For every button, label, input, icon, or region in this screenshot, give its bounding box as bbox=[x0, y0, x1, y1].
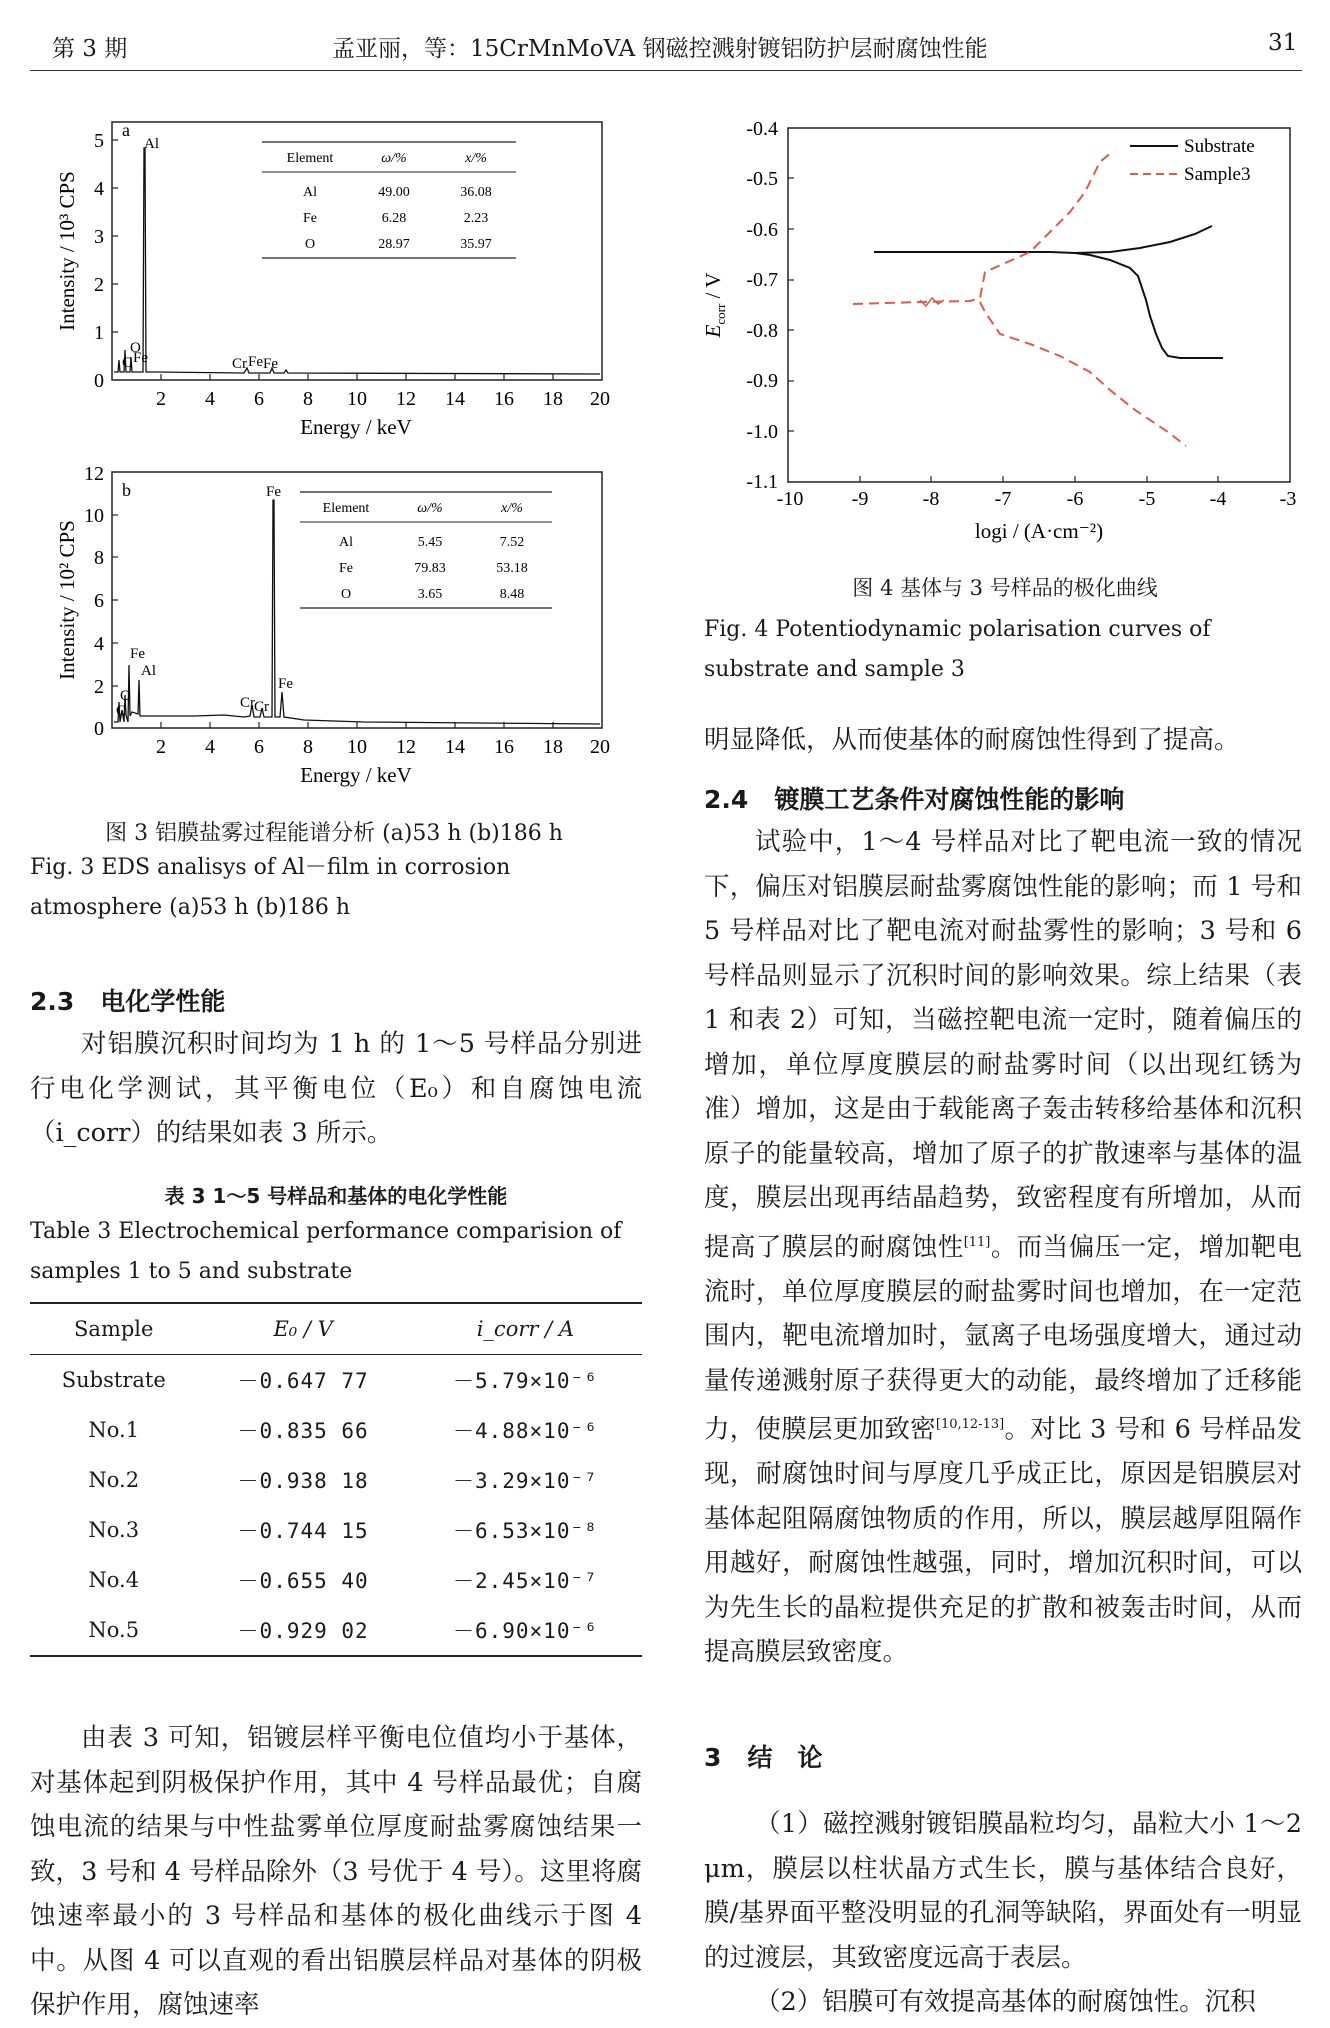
panel-a bbox=[55, 120, 610, 439]
cell: No.3 bbox=[88, 1518, 140, 1542]
td: O bbox=[304, 237, 316, 252]
peak-label: Cr bbox=[240, 695, 255, 711]
cell: －0.655 40 bbox=[237, 1569, 369, 1593]
xtick: -10 bbox=[776, 488, 804, 510]
td: 28.97 bbox=[378, 237, 410, 252]
xtick: 18 bbox=[543, 388, 563, 410]
polarisation-chart bbox=[690, 112, 1320, 552]
panel-b-inset-table bbox=[300, 492, 552, 608]
fig4-ylabel bbox=[701, 273, 728, 339]
spectrum-b-line bbox=[114, 500, 600, 724]
td: 7.52 bbox=[499, 535, 525, 550]
td: 8.48 bbox=[499, 587, 525, 602]
td: 2.23 bbox=[463, 211, 489, 226]
ytick: 5 bbox=[94, 130, 104, 152]
sample3-cathodic bbox=[980, 302, 1186, 446]
xtick: 10 bbox=[347, 388, 367, 410]
peak-label: Al bbox=[144, 136, 159, 152]
conclusion-2: （2）铝膜可有效提高基体的耐腐蚀性。沉积 bbox=[755, 1987, 1256, 2017]
ytick: 3 bbox=[94, 226, 104, 248]
xtick: 4 bbox=[205, 388, 215, 410]
peak-label: Fe bbox=[248, 354, 263, 370]
spectrum-a-line bbox=[114, 148, 600, 374]
td: 53.18 bbox=[496, 561, 528, 576]
td: Al bbox=[303, 185, 317, 200]
xtick: 8 bbox=[303, 736, 313, 758]
table-header: Sample bbox=[30, 1303, 198, 1355]
xtick: -8 bbox=[922, 488, 940, 510]
cell: －0.835 66 bbox=[237, 1419, 369, 1443]
ylabel-unit: / V bbox=[701, 272, 725, 304]
cell: －6.90×10⁻⁶ bbox=[409, 1605, 642, 1656]
td: 6.28 bbox=[381, 211, 407, 226]
peak-label: Cr bbox=[254, 699, 269, 715]
table-row bbox=[30, 1405, 642, 1455]
ytick: 2 bbox=[94, 274, 104, 296]
td: 5.45 bbox=[417, 535, 443, 550]
xtick: -3 bbox=[1279, 488, 1297, 510]
eds-spectra bbox=[44, 110, 624, 790]
xtick: 20 bbox=[590, 388, 610, 410]
ytick: 8 bbox=[94, 547, 104, 569]
paragraph-2-4-part1: 试验中，1～4 号样品对比了靶电流一致的情况下，偏压对铝膜层耐盐雾腐蚀性能的影响；而 1 号和 5 号样品对比了靶电流对耐盐雾性的影响；3 号和 6 号样品则显示了沉积时间的影响效果。综上结果（表 1 和表 2）可知，当磁控靶电流一定时，随着偏压的增加，单位厚度膜层的耐盐雾时间（以出现红锈为准）增加，这是由于载能离子轰击转移给基体和沉积原子的能量较高，增加了原子的扩散速率与基体的温度，膜层出现再结晶趋势，致密程度有所增加，从而提高了膜层的耐腐蚀性 bbox=[704, 827, 1302, 1262]
peak-label: Fe bbox=[133, 350, 148, 366]
td: 79.83 bbox=[414, 561, 446, 576]
xtick: 2 bbox=[156, 388, 166, 410]
th: x/% bbox=[501, 501, 523, 516]
xtick: 20 bbox=[590, 736, 610, 758]
conclusion-1: （1）磁控溅射镀铝膜晶粒均匀，晶粒大小 1～2 μm，膜层以柱状晶方式生长，膜与基体结合良好，膜/基界面平整没明显的孔洞等缺陷，界面处有一明显的过渡层，其致密度远高于表层。 bbox=[704, 1809, 1302, 1973]
paragraph-2-4-part2: 。而当偏压一定，增加靶电流时，单位厚度膜层的耐盐雾时间也增加，在一定范围内，靶电流增加时，氩离子电场强度增大，通过动量传递溅射原子获得更大的动能，最终增加了迁移能力，使膜层更加致密 bbox=[704, 1232, 1302, 1445]
td: 35.97 bbox=[460, 237, 492, 252]
xtick: -6 bbox=[1066, 488, 1084, 510]
ytick: -0.6 bbox=[746, 219, 778, 241]
fig4-legend bbox=[1130, 136, 1255, 185]
section-3-heading bbox=[704, 1738, 823, 1774]
fig4-xticks bbox=[777, 488, 1297, 510]
ylabel-subscript: corr bbox=[713, 303, 728, 325]
section-2-4-heading bbox=[704, 780, 1124, 816]
table-row bbox=[30, 1455, 642, 1505]
ytick: -0.5 bbox=[746, 168, 778, 190]
ytick: 6 bbox=[94, 590, 104, 612]
section-title: 电化学性能 bbox=[100, 987, 226, 1016]
ytick: -1.0 bbox=[746, 421, 778, 443]
cell: No.5 bbox=[30, 1605, 198, 1656]
td: 36.08 bbox=[460, 185, 492, 200]
cell: －2.45×10⁻⁷ bbox=[452, 1569, 598, 1593]
td: 3.65 bbox=[417, 587, 443, 602]
cell: －0.647 77 bbox=[237, 1369, 369, 1393]
xtick: -9 bbox=[851, 488, 869, 510]
panel-b-xlabel: Energy / keV bbox=[300, 763, 412, 787]
ytick: 10 bbox=[84, 505, 104, 527]
citation: [10,12-13] bbox=[935, 1417, 1005, 1432]
ytick: 4 bbox=[94, 633, 104, 655]
citation: [11] bbox=[963, 1234, 991, 1250]
figure-3-caption-cn: 图 3 铝膜盐雾过程能谱分析 (a)53 h (b)186 h bbox=[105, 821, 563, 846]
th: Element bbox=[286, 151, 334, 166]
paragraph-2-3-intro: 对铝膜沉积时间均为 1 h 的 1～5 号样品分别进行电化学测试，其平衡电位（E₀）和自腐蚀电流（i_corr）的结果如表 3 所示。 bbox=[30, 1029, 642, 1148]
xtick: 16 bbox=[494, 388, 514, 410]
xtick: -7 bbox=[994, 488, 1012, 510]
paragraph-2-3-continued: 明显降低，从而使基体的耐腐蚀性得到了提高。 bbox=[704, 725, 1240, 755]
legend-sample3-label: Sample3 bbox=[1184, 164, 1251, 185]
journal-issue: 第 3 期 bbox=[52, 36, 128, 62]
panel-a-ylabel: Intensity / 10³ CPS bbox=[55, 171, 79, 331]
fig4-yticks bbox=[746, 118, 778, 493]
xtick: 16 bbox=[494, 736, 514, 758]
cell: －0.929 02 bbox=[198, 1605, 409, 1656]
peak-label: Fe bbox=[278, 676, 293, 692]
panel-a-label: a bbox=[122, 120, 130, 140]
td: Fe bbox=[339, 561, 353, 576]
ytick: 12 bbox=[84, 463, 104, 485]
xtick: 4 bbox=[205, 736, 215, 758]
panel-a-xticks bbox=[156, 388, 610, 410]
cell: －4.88×10⁻⁶ bbox=[452, 1419, 598, 1443]
xtick: 8 bbox=[303, 388, 313, 410]
table-3 bbox=[30, 1302, 642, 1657]
xtick: 18 bbox=[543, 736, 563, 758]
section-number: 3 bbox=[704, 1743, 722, 1772]
xtick: 12 bbox=[396, 736, 416, 758]
panel-a-yticks bbox=[94, 130, 104, 392]
figure-4-caption-en: Fig. 4 Potentiodynamic polarisation curves of substrate and sample 3 bbox=[704, 617, 1211, 682]
panel-b bbox=[55, 463, 610, 787]
ytick: 0 bbox=[94, 370, 104, 392]
peak-label: Al bbox=[141, 663, 156, 679]
cell: No.1 bbox=[88, 1418, 140, 1442]
ytick: 4 bbox=[94, 178, 104, 200]
xtick: 6 bbox=[254, 736, 264, 758]
ytick: -0.9 bbox=[746, 370, 778, 392]
th: ω/% bbox=[381, 151, 407, 166]
section-number: 2.4 bbox=[704, 785, 749, 814]
section-title: 结 论 bbox=[747, 1743, 823, 1772]
xtick: -5 bbox=[1138, 488, 1156, 510]
figure-3-caption-en: Fig. 3 EDS analisys of Al－film in corrosion atmosphere (a)53 h (b)186 h bbox=[30, 855, 511, 920]
td: O bbox=[340, 587, 352, 602]
panel-b-yticks bbox=[84, 463, 104, 740]
ytick: -0.4 bbox=[746, 118, 778, 140]
xtick: 12 bbox=[396, 388, 416, 410]
section-2-3-heading bbox=[30, 982, 225, 1018]
paragraph-2-3-discussion: 由表 3 可知，铝镀层样平衡电位值均小于基体，对基体起到阴极保护作用，其中 4 号样品最优；自腐蚀电流的结果与中性盐雾单位厚度耐盐雾腐蚀结果一致，3 号和 4 号样品除外（3 号优于 4 号）。这里将腐蚀速率最小的 3 号样品和基体的极化曲线示于图 4 中。从图 4 可以直观的看出铝膜层样品对基体的阴极保护作用，腐蚀速率 bbox=[30, 1723, 642, 2020]
cell: －3.29×10⁻⁷ bbox=[452, 1469, 598, 1493]
panel-a-xlabel: Energy / keV bbox=[300, 415, 412, 439]
ytick: -0.7 bbox=[746, 269, 778, 291]
panel-b-peaks bbox=[116, 484, 293, 719]
table-3-title-cn: 表 3 1～5 号样品和基体的电化学性能 bbox=[164, 1184, 508, 1208]
panel-b-xticks bbox=[156, 736, 610, 758]
section-title: 镀膜工艺条件对腐蚀性能的影响 bbox=[774, 785, 1125, 814]
table-row bbox=[30, 1605, 642, 1656]
figure-4 bbox=[690, 112, 1320, 556]
ylabel-symbol: E bbox=[701, 324, 725, 338]
peak-label: Fe bbox=[130, 646, 145, 662]
sample3-curve bbox=[853, 152, 1112, 304]
peak-label: Fe bbox=[266, 484, 281, 500]
table-header: i_corr / A bbox=[409, 1303, 642, 1355]
panel-a-inset-table bbox=[262, 142, 516, 258]
td: Fe bbox=[303, 211, 317, 226]
cell: －0.938 18 bbox=[237, 1469, 369, 1493]
legend-substrate-label: Substrate bbox=[1184, 136, 1255, 157]
xtick: 2 bbox=[156, 736, 166, 758]
figure-3 bbox=[44, 110, 624, 794]
cell: No.4 bbox=[88, 1568, 140, 1592]
xtick: 6 bbox=[254, 388, 264, 410]
running-title: 孟亚丽，等：15CrMnMoVA 钢磁控溅射镀铝防护层耐腐蚀性能 bbox=[332, 36, 988, 62]
peak-label: Cr bbox=[232, 356, 247, 372]
peak-label: O bbox=[130, 340, 141, 356]
xtick: -4 bbox=[1209, 488, 1227, 510]
ytick: 2 bbox=[94, 676, 104, 698]
table-3-title-en: Table 3 Electrochemical performance comparision of samples 1 to 5 and substrate bbox=[30, 1219, 622, 1284]
td: Al bbox=[339, 535, 353, 550]
peak-label: Fe bbox=[263, 356, 278, 372]
cell: －0.744 15 bbox=[237, 1519, 369, 1543]
section-number: 2.3 bbox=[30, 987, 75, 1016]
header-rule bbox=[30, 70, 1302, 71]
panel-b-label: b bbox=[122, 480, 131, 500]
ytick: -0.8 bbox=[746, 320, 778, 342]
table-row bbox=[30, 1505, 642, 1555]
xtick: 14 bbox=[445, 736, 465, 758]
ytick: 0 bbox=[94, 718, 104, 740]
cell: Substrate bbox=[61, 1368, 166, 1392]
cell: －6.53×10⁻⁸ bbox=[452, 1519, 598, 1543]
peak-label: C bbox=[116, 703, 127, 719]
substrate-anodic bbox=[1075, 226, 1212, 253]
xtick: 10 bbox=[347, 736, 367, 758]
th: ω/% bbox=[417, 501, 443, 516]
page-number: 31 bbox=[1268, 30, 1298, 56]
panel-b-ylabel: Intensity / 10² CPS bbox=[55, 520, 79, 680]
fig4-xlabel: logi / (A·cm⁻²) bbox=[974, 519, 1104, 543]
table-row bbox=[30, 1555, 642, 1605]
cell: No.2 bbox=[88, 1468, 140, 1492]
table-row bbox=[30, 1355, 642, 1406]
th: Element bbox=[322, 501, 370, 516]
peak-label: O bbox=[120, 688, 131, 704]
ytick: 1 bbox=[94, 322, 104, 344]
cell: －5.79×10⁻⁶ bbox=[452, 1369, 598, 1393]
xtick: 14 bbox=[445, 388, 465, 410]
paragraph-2-4 bbox=[704, 820, 1302, 1675]
td: 49.00 bbox=[378, 185, 410, 200]
peak-label: C bbox=[122, 355, 133, 371]
paragraph-2-4-part3: 。对比 3 号和 6 号样品发现，耐腐蚀时间与厚度几乎成正比，原因是铝膜层对基体起阻隔腐蚀物质的作用，所以，膜层越厚阻隔作用越好，耐腐蚀性越强，同时，增加沉积时间，可以为先生长的晶粒提供充足的扩散和被轰击时间，从而提高膜层致密度。 bbox=[704, 1414, 1302, 1667]
table-header: E₀ / V bbox=[198, 1303, 409, 1355]
figure-4-caption-cn: 图 4 基体与 3 号样品的极化曲线 bbox=[852, 576, 1158, 600]
ytick: -1.1 bbox=[746, 471, 778, 493]
th: x/% bbox=[465, 151, 487, 166]
